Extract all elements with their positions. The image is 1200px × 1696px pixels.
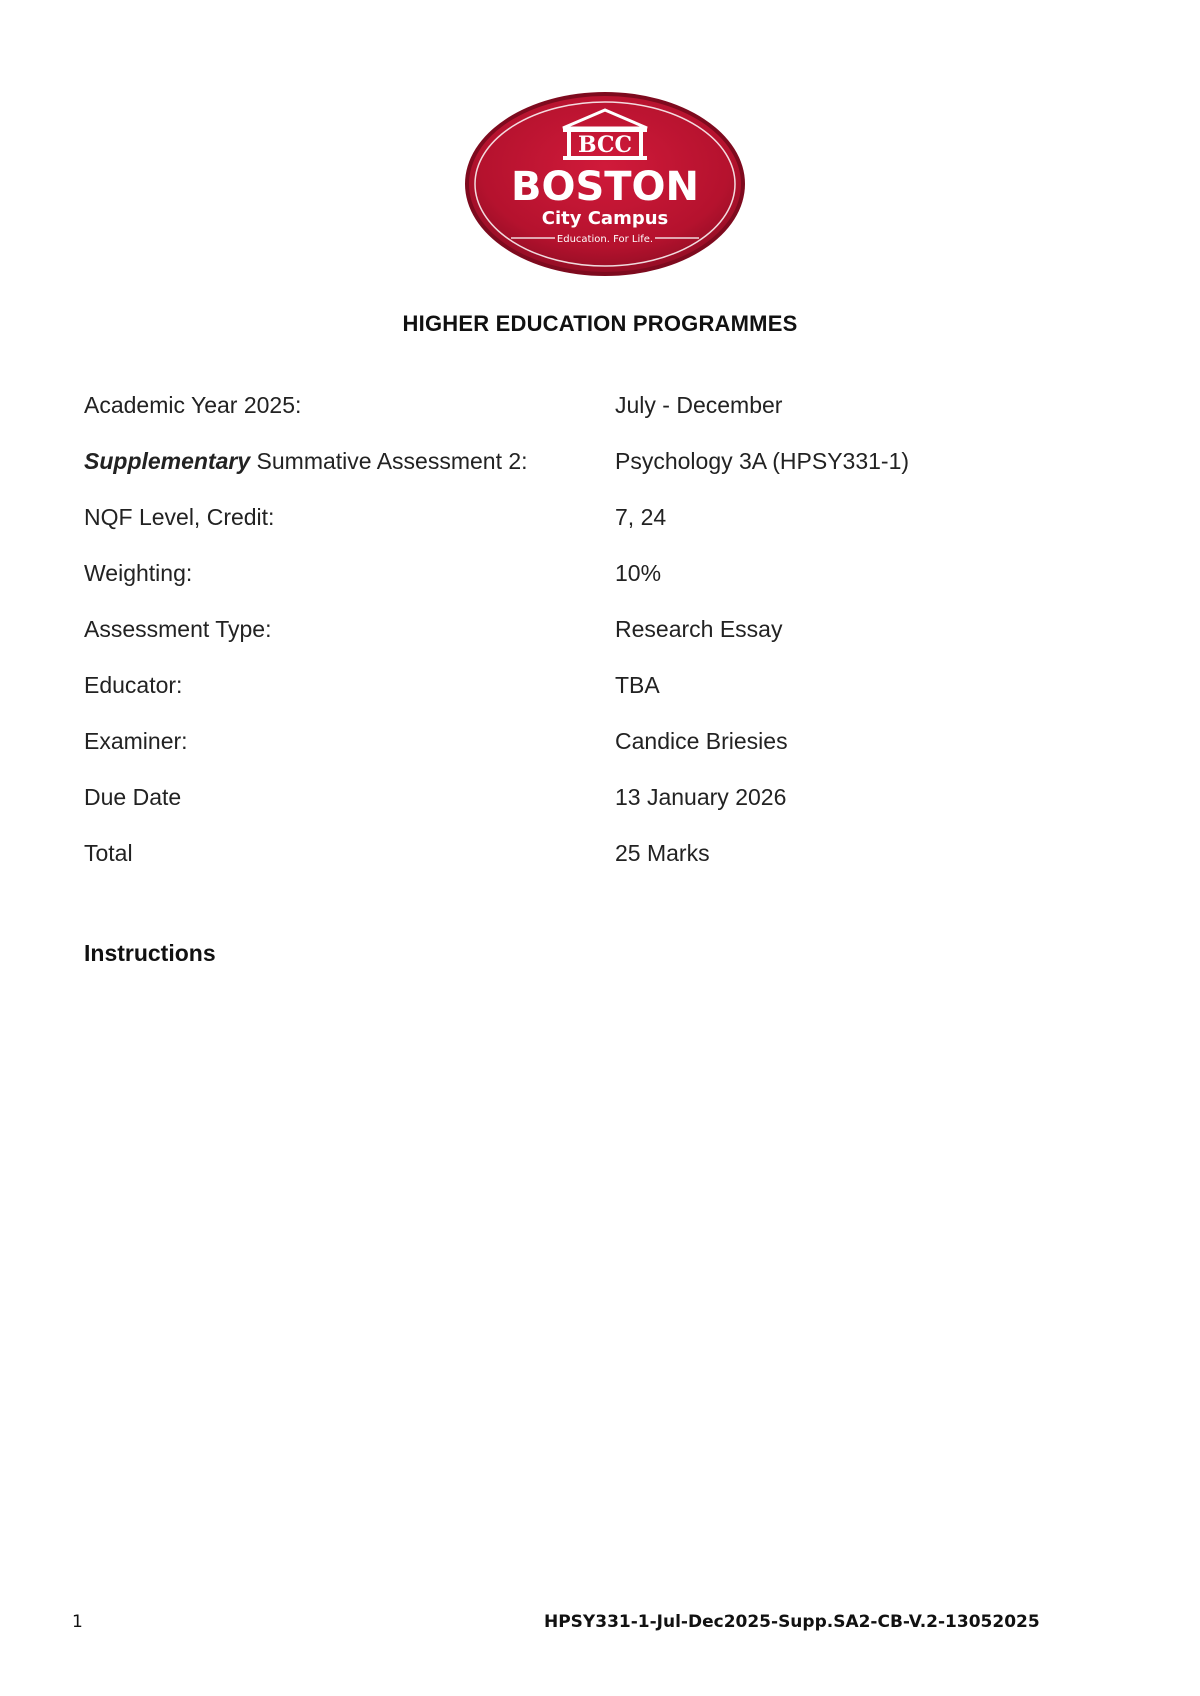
supplementary-emphasis: Supplementary (84, 448, 251, 474)
detail-row-examiner (84, 728, 1114, 784)
detail-label: Educator: (84, 672, 183, 698)
assessment-details (84, 392, 1114, 896)
footer-page-number: 1 (72, 1612, 83, 1632)
detail-label: NQF Level, Credit: (84, 504, 275, 530)
footer-document-code: HPSY331-1-Jul-Dec2025-Supp.SA2-CB-V.2-13052025 (544, 1612, 1040, 1632)
logo-subname: City Campus (541, 208, 669, 229)
detail-row-total (84, 840, 1114, 896)
detail-value: TBA (615, 672, 660, 698)
detail-value: 25 Marks (615, 840, 710, 866)
logo-tagline: Education. For Life. (556, 234, 654, 245)
detail-row-assessment-type (84, 616, 1114, 672)
logo-emblem-icon (463, 90, 747, 278)
detail-label: Academic Year 2025: (84, 392, 302, 418)
detail-row-due-date (84, 784, 1114, 840)
detail-label: Assessment Type: (84, 616, 272, 642)
detail-label: Weighting: (84, 560, 193, 586)
detail-value: Psychology 3A (HPSY331-1) (615, 448, 910, 474)
detail-row-academic-year (84, 392, 1114, 448)
detail-label: Supplementary Summative Assessment 2: (84, 448, 528, 474)
logo-initials: BCC (577, 132, 633, 158)
detail-label: Due Date (84, 784, 182, 810)
detail-value: Research Essay (615, 616, 783, 642)
detail-row-assessment (84, 448, 1114, 504)
programme-heading: HIGHER EDUCATION PROGRAMMES (402, 311, 798, 336)
boston-city-campus-logo (463, 90, 747, 278)
detail-label: Examiner: (84, 728, 188, 754)
detail-row-weighting (84, 560, 1114, 616)
detail-value: 7, 24 (615, 504, 667, 530)
detail-row-nqf-level (84, 504, 1114, 560)
logo-name: BOSTON (510, 164, 700, 210)
detail-value: Candice Briesies (615, 728, 788, 754)
detail-row-educator (84, 672, 1114, 728)
instructions-heading: Instructions (84, 940, 216, 966)
detail-value: 13 January 2026 (615, 784, 787, 810)
detail-value: 10% (615, 560, 662, 586)
detail-value: July - December (615, 392, 783, 418)
detail-label: Total (84, 840, 133, 866)
